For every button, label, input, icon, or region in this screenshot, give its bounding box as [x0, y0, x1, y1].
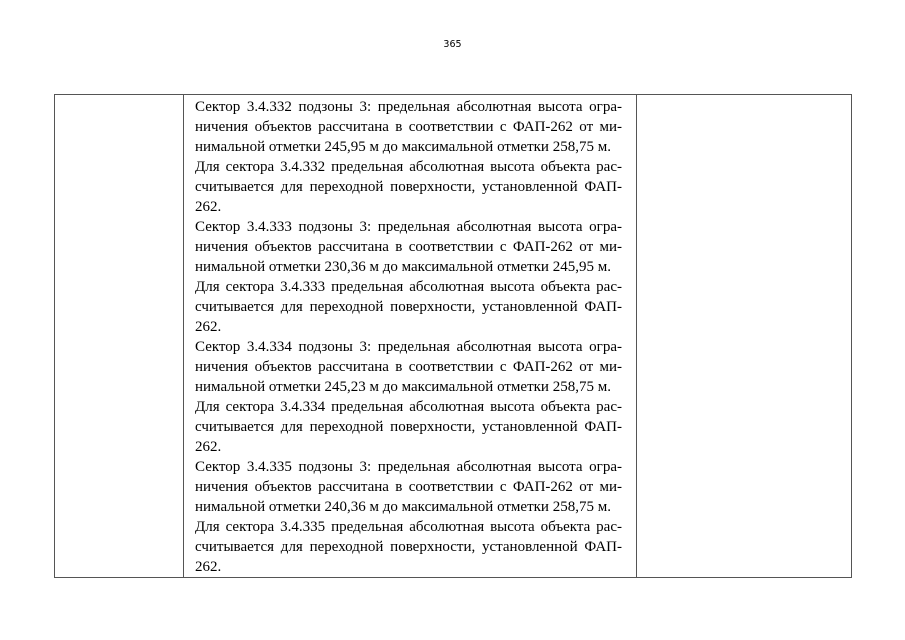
text-line: Для сектора 3.4.332 предельная абсолютная высота объекта рас- — [195, 159, 622, 175]
table-cell-left — [55, 95, 184, 578]
text-line: Сектор 3.4.332 подзоны 3: предельная абсолютная высота огра- — [195, 99, 622, 115]
text-line: считывается для переходной поверхности, установленной ФАП- — [195, 179, 622, 195]
text-line: ничения объектов рассчитана в соответствии с ФАП-262 от ми- — [195, 239, 622, 255]
table-cell-text — [184, 95, 637, 578]
table-row — [55, 95, 852, 578]
text-line: ничения объектов рассчитана в соответствии с ФАП-262 от ми- — [195, 119, 622, 135]
text-line: считывается для переходной поверхности, установленной ФАП- — [195, 419, 622, 435]
text-line: считывается для переходной поверхности, установленной ФАП- — [195, 539, 622, 555]
page-number: 365 — [443, 39, 462, 50]
text-line: 262. — [195, 319, 222, 335]
text-line: Сектор 3.4.335 подзоны 3: предельная абсолютная высота огра- — [195, 459, 622, 475]
table-cell-right — [637, 95, 852, 578]
text-line: Для сектора 3.4.334 предельная абсолютная высота объекта рас- — [195, 399, 622, 415]
text-line: 262. — [195, 439, 222, 455]
text-line: нимальной отметки 245,95 м до максимальной отметки 258,75 м. — [195, 139, 611, 155]
text-line: Для сектора 3.4.333 предельная абсолютная высота объекта рас- — [195, 279, 622, 295]
text-line: нимальной отметки 240,36 м до максимальной отметки 258,75 м. — [195, 499, 611, 515]
text-line: 262. — [195, 559, 222, 575]
text-line: Сектор 3.4.333 подзоны 3: предельная абсолютная высота огра- — [195, 219, 622, 235]
text-line: 262. — [195, 199, 222, 215]
text-line: Для сектора 3.4.335 предельная абсолютная высота объекта рас- — [195, 519, 622, 535]
text-line: нимальной отметки 230,36 м до максимальной отметки 245,95 м. — [195, 259, 611, 275]
text-line: ничения объектов рассчитана в соответствии с ФАП-262 от ми- — [195, 359, 622, 375]
text-line: ничения объектов рассчитана в соответствии с ФАП-262 от ми- — [195, 479, 622, 495]
text-line: Сектор 3.4.334 подзоны 3: предельная абсолютная высота огра- — [195, 339, 622, 355]
text-line: считывается для переходной поверхности, установленной ФАП- — [195, 299, 622, 315]
document-table — [54, 94, 852, 578]
cell-text-block — [184, 95, 636, 577]
text-line: нимальной отметки 245,23 м до максимальной отметки 258,75 м. — [195, 379, 611, 395]
